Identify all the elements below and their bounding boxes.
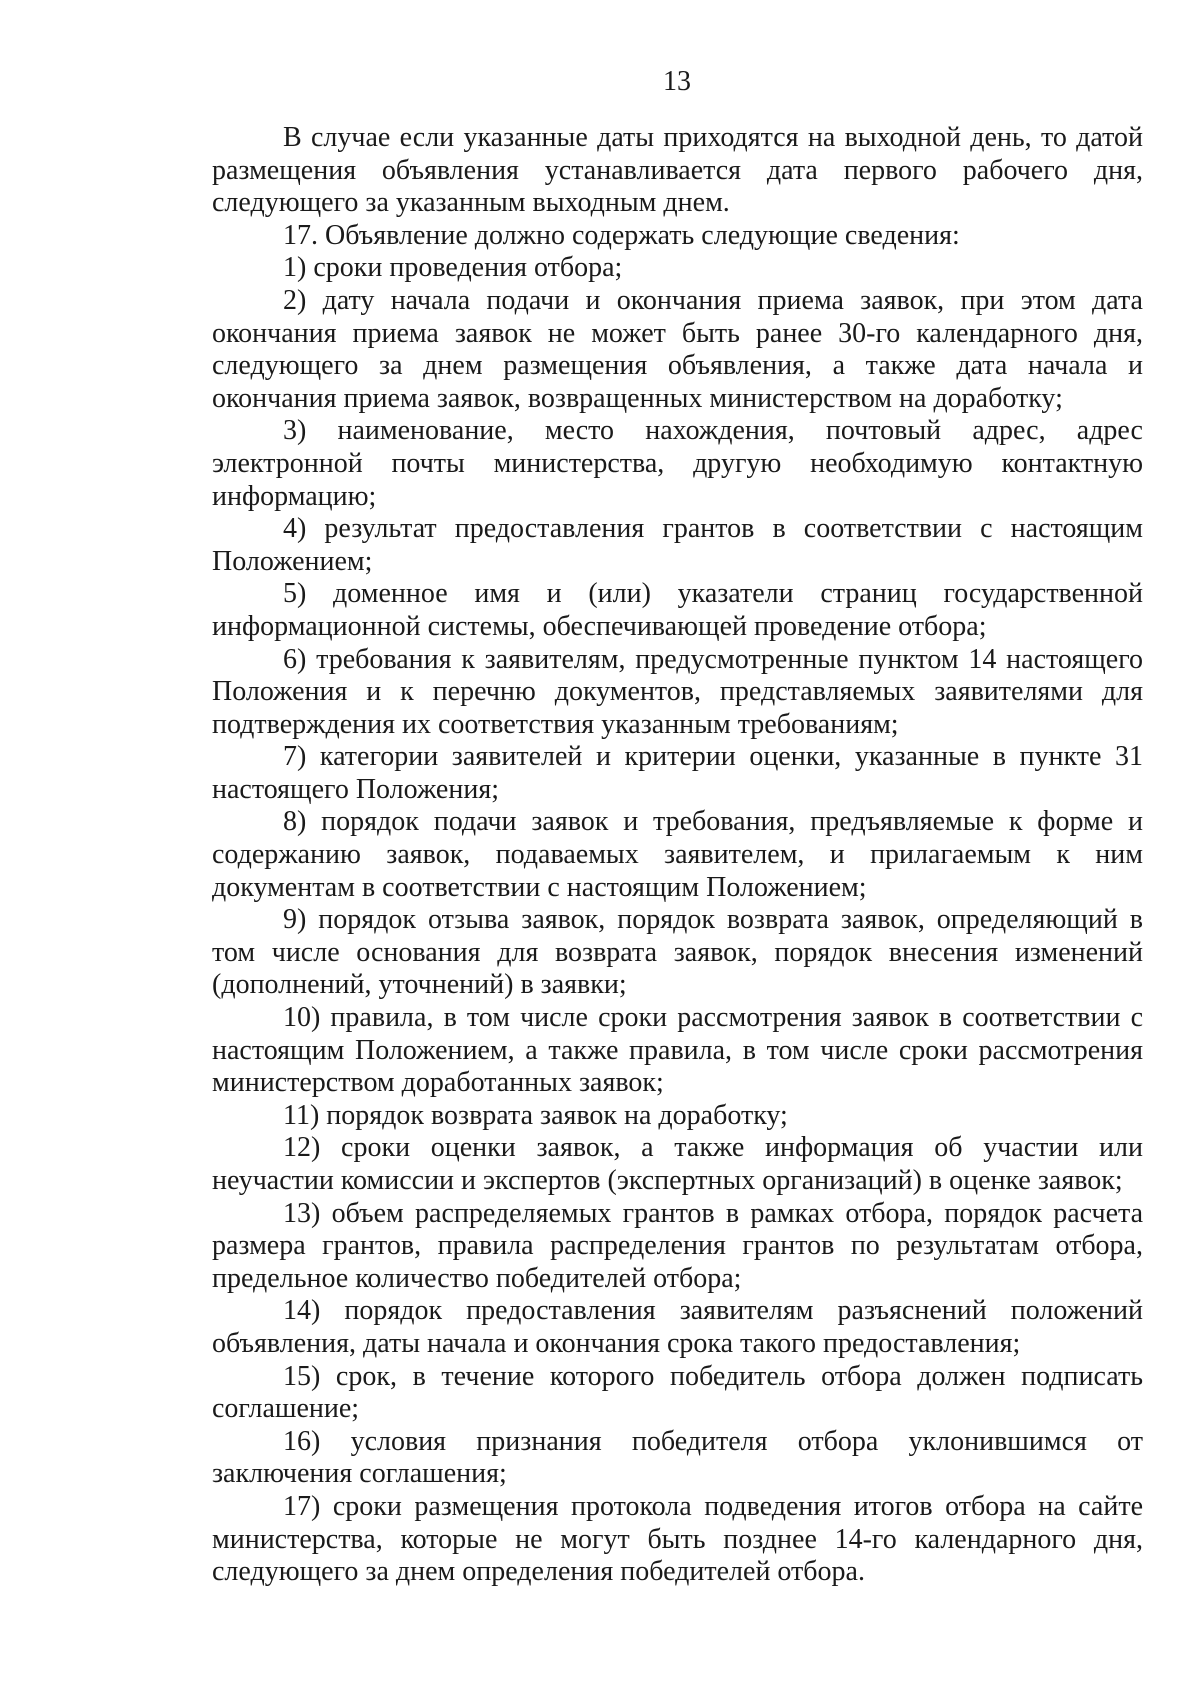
list-item-5: 5) доменное имя и (или) указатели страниц государственной информационной системы, обеспечивающей проведение отбора; xyxy=(212,578,1143,642)
list-item-4: 4) результат предоставления грантов в соответствии с настоящим Положением; xyxy=(212,513,1143,577)
list-item-17: 17) сроки размещения протокола подведения итогов отбора на сайте министерства, которые не могут быть позднее 14-го календарного дня, следующего за днем определения победителей отбора. xyxy=(212,1490,1143,1588)
list-item-1: 1) сроки проведения отбора; xyxy=(283,252,623,284)
list-item-6: 6) требования к заявителям, предусмотренные пунктом 14 настоящего Положения и к перечню документов, представляемых заявителями для подтверждения их соответствия указанным требованиям; xyxy=(212,643,1143,740)
list-item-9: 9) порядок отзыва заявок, порядок возврата заявок, определяющий в том числе основания для возврата заявок, порядок внесения изменений (дополнений, уточнений) в заявки; xyxy=(212,904,1143,1001)
list-item-15: 15) срок, в течение которого победитель отбора должен подписать соглашение; xyxy=(212,1360,1143,1425)
list-item-10: 10) правила, в том числе сроки рассмотрения заявок в соответствии с настоящим Положением, а также правила, в том числе сроки рассмотрения министерством доработанных заявок; xyxy=(212,1002,1143,1099)
list-item-16: 16) условия признания победителя отбора уклонившимся от заключения соглашения; xyxy=(212,1425,1143,1490)
list-item-13: 13) объем распределяемых грантов в рамках отбора, порядок расчета размера грантов, правила распределения грантов по результатам отбора, предельное количество победителей отбора; xyxy=(212,1197,1143,1294)
paragraph-17-heading: 17. Объявление должно содержать следующие сведения: xyxy=(283,219,960,251)
list-item-7: 7) категории заявителей и критерии оценки, указанные в пункте 31 настоящего Положения; xyxy=(212,741,1143,805)
list-item-2: 2) дату начала подачи и окончания приема заявок, при этом дата окончания приема заявок не может быть ранее 30-го календарного дня, следующего за днем размещения объявления, а также дата начала и окончания приема заявок, возвращенных министерством на доработку; xyxy=(212,284,1143,414)
list-item-11: 11) порядок возврата заявок на доработку; xyxy=(283,1099,788,1131)
list-item-14: 14) порядок предоставления заявителям разъяснений положений объявления, даты начала и окончания срока такого предоставления; xyxy=(212,1295,1143,1359)
paragraph-weekend-rule: В случае если указанные даты приходятся на выходной день, то датой размещения объявления устанавливается дата первого рабочего дня, следующего за указанным выходным днем. xyxy=(212,122,1143,219)
list-item-3: 3) наименование, место нахождения, почтовый адрес, адрес электронной почты министерства, другую необходимую контактную информацию; xyxy=(212,415,1143,512)
list-item-8: 8) порядок подачи заявок и требования, предъявляемые к форме и содержанию заявок, подаваемых заявителем, и прилагаемым к ним документам в соответствии с настоящим Положением; xyxy=(212,806,1143,903)
list-item-12: 12) сроки оценки заявок, а также информация об участии или неучастии комиссии и экспертов (экспертных организаций) в оценке заявок; xyxy=(212,1132,1143,1196)
page-number: 13 xyxy=(663,66,691,97)
document-body xyxy=(212,122,1143,1589)
